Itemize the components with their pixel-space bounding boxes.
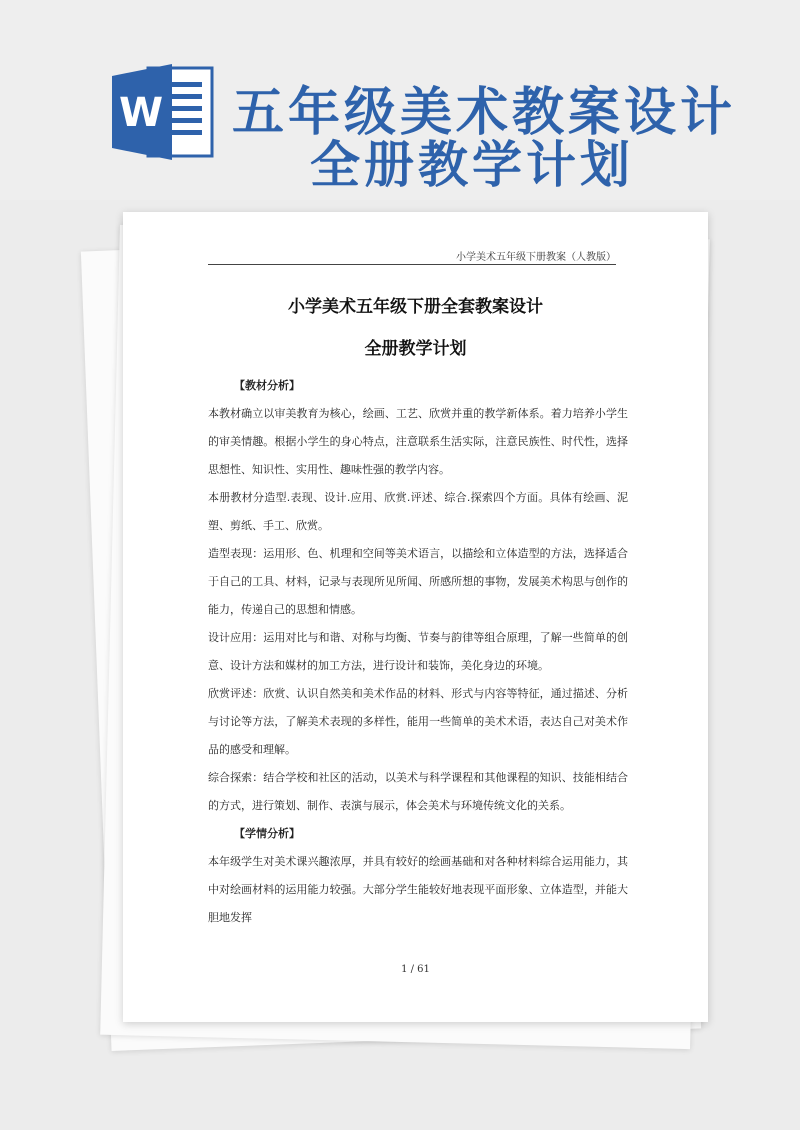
document-subtitle: 全册教学计划: [364, 339, 467, 359]
body-paragraph: 本教材确立以审美教育为核心，绘画、工艺、欣赏并重的教学新体系。着力培养小学生的审美情趣。根据小学生的身心特点，注意联系生活实际，注意民族性、时代性，选择思想性、知识性、实用性、趣味性强的教学内容。: [208, 407, 628, 476]
document-body: [208, 372, 628, 932]
document-page: [123, 212, 708, 1022]
word-document-icon: [110, 62, 214, 162]
banner: [0, 0, 800, 200]
banner-title-line2: 全册教学计划: [310, 136, 634, 194]
word-logo-letter: W: [118, 90, 164, 136]
section-heading: 【学情分析】: [234, 827, 300, 840]
body-paragraph: 欣赏评述：欣赏、认识自然美和美术作品的材料、形式与内容等特征，通过描述、分析与讨论等方法，了解美术表现的多样性，能用一些简单的美术术语，表达自己对美术作品的感受和理解。: [208, 687, 628, 756]
section-heading: 【教材分析】: [234, 379, 300, 392]
banner-title-line1: 五年级美术教案设计: [232, 83, 737, 143]
body-paragraph: 本册教材分造型.表现、设计.应用、欣赏.评述、综合.探索四个方面。具体有绘画、泥塑、剪纸、手工、欣赏。: [208, 491, 628, 532]
page-number: 1 / 61: [401, 964, 430, 975]
body-paragraph: 设计应用：运用对比与和谐、对称与均衡、节奏与韵律等组合原理，了解一些简单的创意、设计方法和媒材的加工方法，进行设计和装饰，美化身边的环境。: [208, 631, 628, 672]
header-divider: [208, 264, 616, 265]
body-paragraph: 综合探索：结合学校和社区的活动，以美术与科学课程和其他课程的知识、技能相结合的方式，进行策划、制作、表演与展示，体会美术与环境传统文化的关系。: [208, 771, 628, 812]
document-title: 小学美术五年级下册全套教案设计: [288, 297, 543, 317]
body-paragraph: 造型表现：运用形、色、机理和空间等美术语言，以描绘和立体造型的方法，选择适合于自己的工具、材料，记录与表现所见所闻、所感所想的事物，发展美术构思与创作的能力，传递自己的思想和情感。: [208, 547, 628, 616]
running-header: 小学美术五年级下册教案（人教版）: [456, 252, 616, 263]
body-paragraph: 本年级学生对美术课兴趣浓厚，并具有较好的绘画基础和对各种材料综合运用能力，其中对绘画材料的运用能力较强。大部分学生能较好地表现平面形象、立体造型，并能大胆地发挥: [208, 855, 628, 924]
